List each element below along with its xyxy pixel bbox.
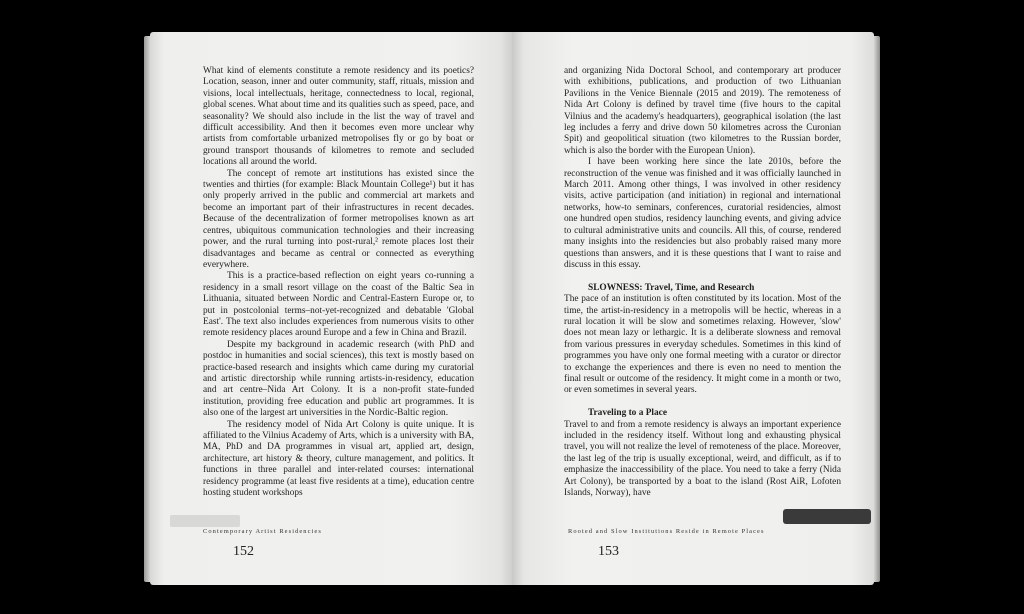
paragraph: What kind of elements constitute a remote residency and its poetics? Location, season, inner and outer community, staff, rituals, mission and visions, local intellectuals, heritage, connectedness to local, regional, global scenes. What about time and its qualities such as speed, pace, and seasonality? We should also include in the list the way of travel and difficult accessibility. And then it becomes even more unclear why artists from comfortable urbanized metropolises fly or go by boat or ground transport thousands of kilometres to remote and secluded locations all around the world. xyxy=(203,66,474,168)
page-number: 153 xyxy=(598,544,619,559)
paragraph: The concept of remote art institutions has existed since the twenties and thirties (for example: Black Mountain College¹) but it has only properly arrived in the public and commercial art markets and become an important part of their infrastructures in recent decades. Because of the decentralization of former metropolises known as art centres, ubiquitous communication technologies and their increasing power, and the rural turning into post-rural,² remote places lost their disadvantages and became as central or connected as everything everywhere. xyxy=(203,168,474,270)
left-page xyxy=(150,32,512,585)
book-edge-right xyxy=(874,36,880,582)
open-book xyxy=(150,32,874,585)
paragraph: The residency model of Nida Art Colony is quite unique. It is affiliated to the Vilnius Academy of Arts, which is a university with BA, MA, PhD and DA programmes in visual art, applied art, design, architecture, art history & theory, culture management, and politics. It functions in three parallel and inter-related courses: international residency programme (at least five residents at a time), education centre hosting student workshops xyxy=(203,419,474,499)
redaction-bar xyxy=(783,509,871,524)
paragraph: The pace of an institution is often constituted by its location. Most of the time, the artist-in-residency in a metropolis will be hectic, whereas in a rural location it will be slow and sometimes relaxing. However, 'slow' does not mean lazy or lethargic. It is a deliberate slowness and removal from various pressures in everyday schedules. Sometimes in this kind of programmes you have only one formal meeting with a curator or director to exchange the experiences and there is even no need to mention the final result or outcome of the residency. It might come in a month or two, or even sometimes in several years. xyxy=(564,294,841,396)
right-page xyxy=(512,32,874,585)
left-page-body xyxy=(203,66,474,499)
page-number: 152 xyxy=(233,544,254,559)
paragraph: This is a practice-based reflection on eight years co-running a residency in a small resort village on the coast of the Baltic Sea in Lithuania, situated between Nordic and Central-Eastern Europe or, to put in postcolonial terms–not-yet-recognized and debatable 'Global East'. The text also includes experiences from numerous visits to other remote residency places around Europe and a few in China and Brazil. xyxy=(203,271,474,339)
running-head: Rooted and Slow Institutions Reside in Remote Places xyxy=(568,528,765,535)
paragraph: Despite my background in academic research (with PhD and postdoc in humanities and social sciences), this text is mostly based on practice-based research and insights which came during my curatorial and artistic directorship while running artists-in-residency, education and art centre–Nida Art Colony. It is a non-profit state-funded institution, providing free education and public art programmes. It is also one of the largest art universities in the Nordic-Baltic region. xyxy=(203,339,474,419)
running-head: Contemporary Artist Residencies xyxy=(203,528,322,535)
spacer xyxy=(564,397,841,408)
paragraph: and organizing Nida Doctoral School, and contemporary art producer with exhibitions, publications, and production of two Lithuanian Pavilions in the Venice Biennale (2015 and 2019). The remoteness of Nida Art Colony is defined by travel time (five hours to the capital Vilnius and the academy's headquarters), geographical isolation (the last leg includes a ferry and drive down 50 kilometres across the Curonian Spit) and geopolitical situation (two kilometres to the Russian border, which is also the border with the European Union). xyxy=(564,66,841,156)
paragraph: Travel to and from a remote residency is always an important experience included in the residency itself. Without long and exhausting physical travel, you will not realize the level of remoteness of the place. Moreover, the last leg of the trip is usually exceptional, weird, and difficult, as if to emphasize the inaccessibility of the place. You need to take a ferry (Nida Art Colony), be transported by a boat to the island (Rost AiR, Lofoten Islands, Norway), have xyxy=(564,419,841,498)
section-heading: Traveling to a Place xyxy=(588,408,667,419)
right-page-body xyxy=(564,66,841,499)
spacer xyxy=(564,271,841,282)
page-smudge xyxy=(170,515,240,527)
paragraph: I have been working here since the late 2010s, before the reconstruction of the venue was finished and it was officially launched in March 2011. Among other things, I was involved in other residency visits, active participation (and initiation) in regional and international networks, how-to seminars, conferences, curatorial residencies, almost one hundred open studios, residency launching events, and giving advice to cultural administrative units and councils. All this, of course, rendered many insights into the residencies but also probably raised many more questions than answers, and it is these questions that I want to raise and discuss in this essay. xyxy=(564,157,841,270)
section-heading: SLOWNESS: Travel, Time, and Research xyxy=(588,282,755,293)
